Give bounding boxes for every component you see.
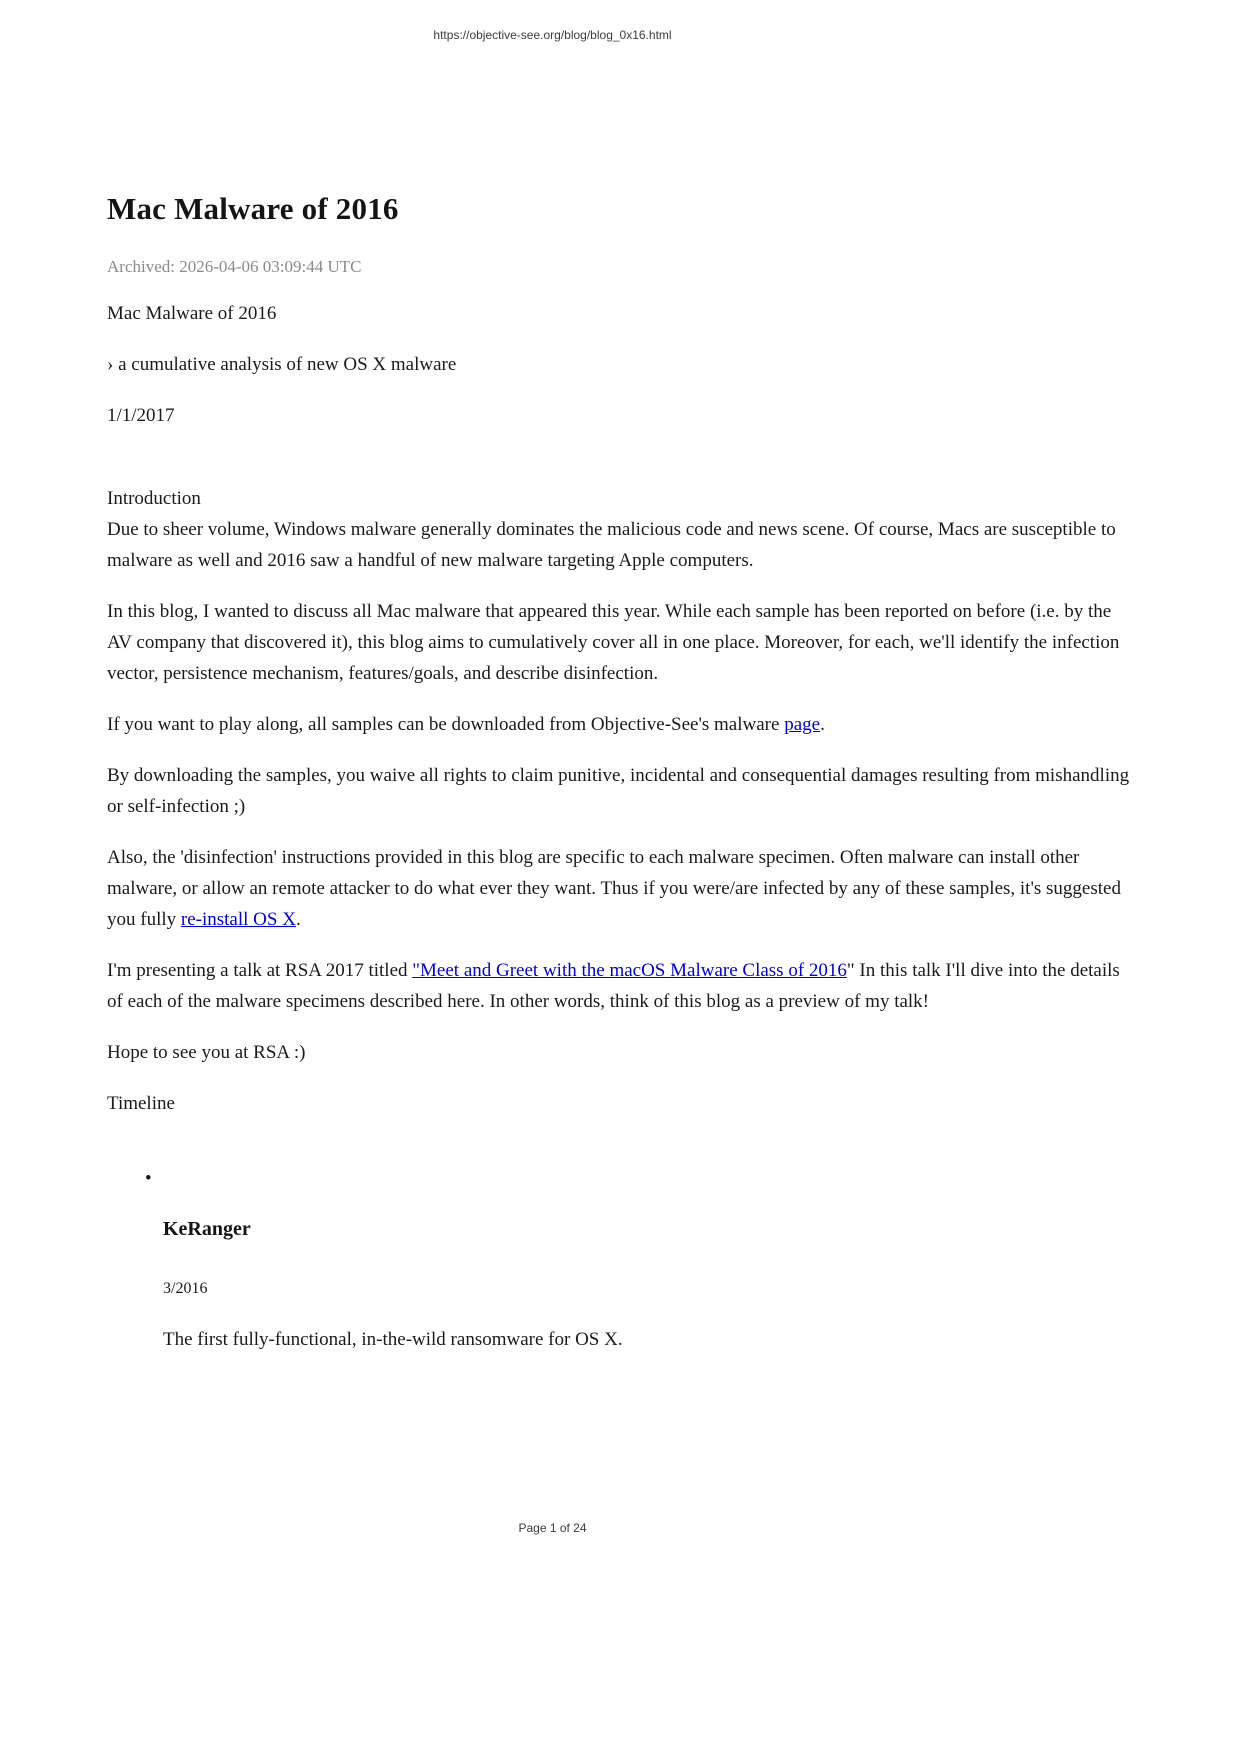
paragraph-samples-text: If you want to play along, all samples can be downloaded from Objective-See's malware xyxy=(107,714,785,735)
paragraph-rsa-hope: Hope to see you at RSA :) xyxy=(107,1042,306,1063)
archived-timestamp: Archived: 2026-04-06 03:09:44 UTC xyxy=(107,257,362,276)
reinstall-osx-link[interactable]: re-install OS X xyxy=(180,909,296,930)
article-tagline: › a cumulative analysis of new OS X malware xyxy=(107,354,457,375)
malware-name: KeRanger xyxy=(163,1218,251,1240)
paragraph-samples-text-after: . xyxy=(820,714,825,735)
malware-description: The first fully-functional, in-the-wild ransomware for OS X. xyxy=(163,1329,623,1350)
paragraph-disinfection xyxy=(107,842,1137,935)
page-number: Page 1 of 24 xyxy=(518,1521,587,1535)
paragraph-waiver: By downloading the samples, you waive all rights to claim punitive, incidental and consequential damages resulting from mishandling or self-infection ;) xyxy=(107,765,1130,817)
timeline-heading: Timeline xyxy=(107,1093,175,1114)
paragraph-disinfection-text-after: . xyxy=(295,909,301,930)
article-subtitle: Mac Malware of 2016 xyxy=(107,303,277,324)
paragraph-overview: In this blog, I wanted to discuss all Mac malware that appeared this year. While each sample has been reported on before (i.e. by the AV company that discovered it), this blog aims to cumulatively cover all in one place. Moreover, for each, we'll identify the infection vector, persistence mechanism, features/goals, and describe disinfection. xyxy=(107,601,1120,684)
section-heading-introduction: Introduction xyxy=(107,488,201,509)
article-date: 1/1/2017 xyxy=(107,405,175,426)
timeline-entry-body xyxy=(163,1164,1137,1355)
page-header-url: https://objective-see.org/blog/blog_0x16.html xyxy=(433,28,672,42)
paragraph-rsa-talk-text-after: " In this talk I'll dive into the details of each of the malware specimens described here. In other words, think of this blog as a preview of my talk! xyxy=(107,960,1120,1012)
paragraph-disinfection-text: Also, the 'disinfection' instructions provided in this blog are specific to each malware specimen. Often malware can install other malware, or allow an remote attacker to do what ever they want. Thus if you were/are infected by any of these samples, it's suggested you fully xyxy=(107,847,1121,930)
paragraph-intro: Due to sheer volume, Windows malware generally dominates the malicious code and news scene. Of course, Macs are susceptible to malware as well and 2016 saw a handful of new malware targeting Apple computers. xyxy=(107,519,1116,571)
paragraph-rsa-talk-text: I'm presenting a talk at RSA 2017 titled xyxy=(107,960,413,981)
timeline-entry xyxy=(107,1164,1137,1355)
list-bullet-icon: • xyxy=(145,1168,152,1189)
paragraph-rsa-talk xyxy=(107,955,1137,1017)
page-title: Mac Malware of 2016 xyxy=(107,191,399,226)
malware-date: 3/2016 xyxy=(163,1280,208,1297)
paragraph-samples xyxy=(107,709,1137,740)
malware-page-link[interactable]: page xyxy=(784,714,821,735)
rsa-talk-title-link[interactable]: "Meet and Greet with the macOS Malware Class of 2016 xyxy=(412,960,847,981)
